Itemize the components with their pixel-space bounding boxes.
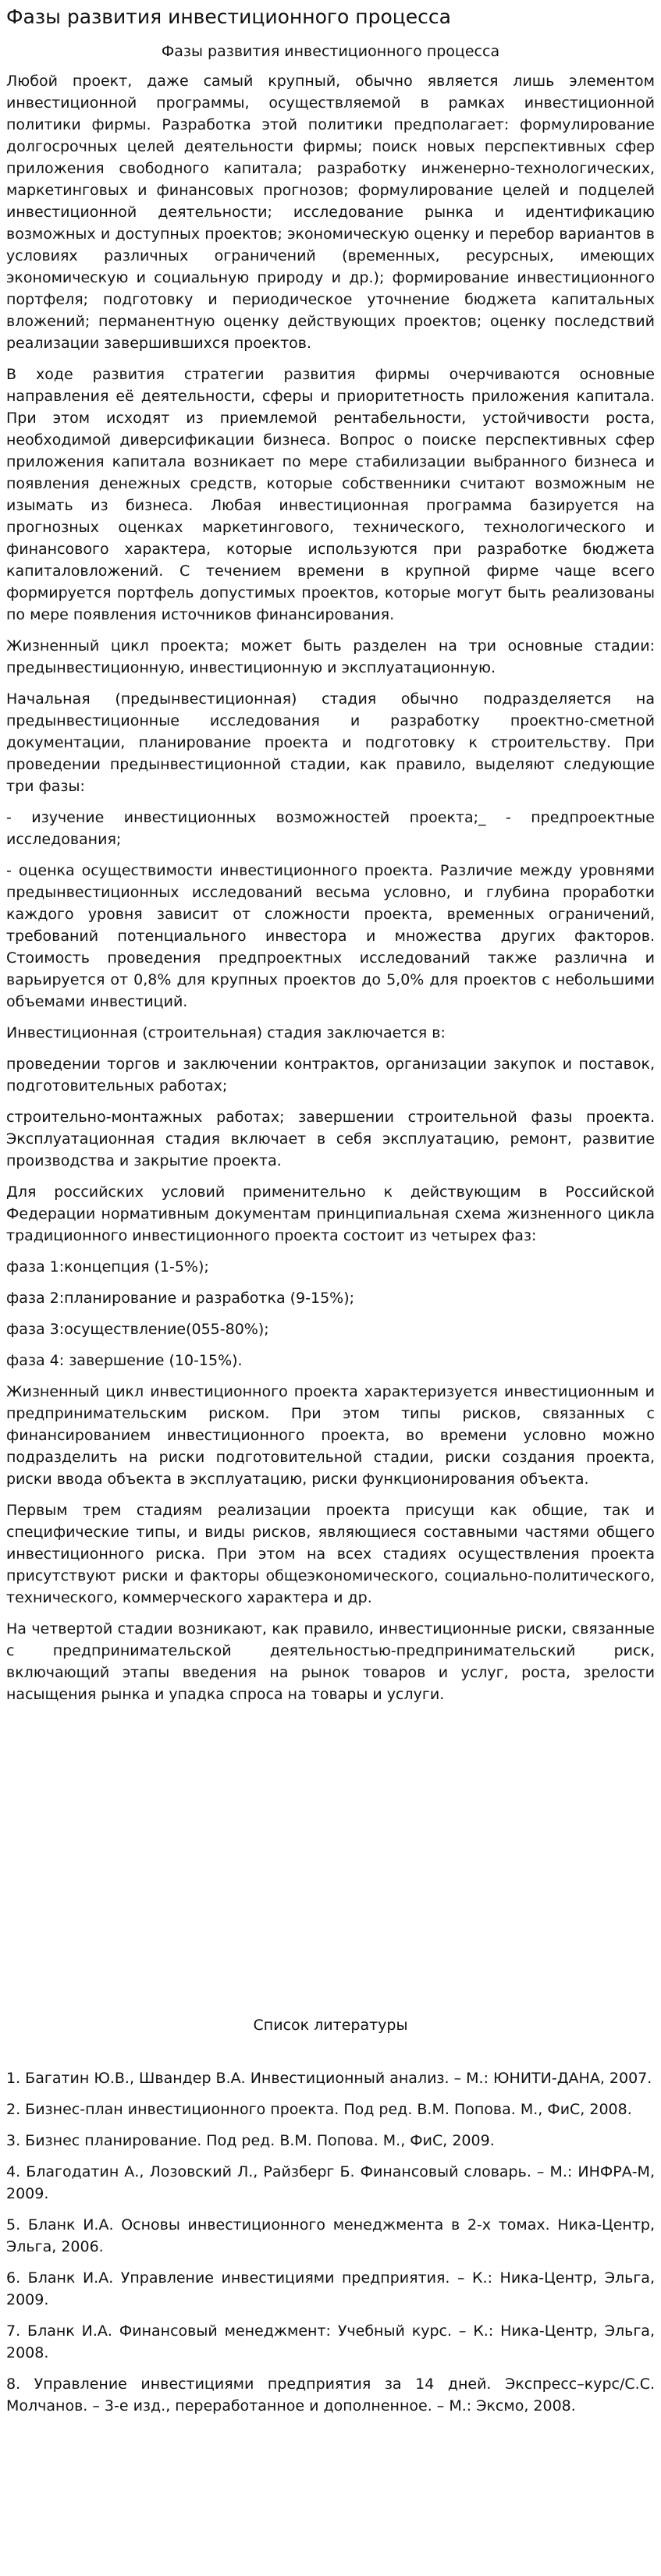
paragraph: Инвестиционная (строительная) стадия заключается в: <box>6 1024 446 1041</box>
document-body <box>6 70 655 1705</box>
reference-item: 8. Управление инвестициями предприятия за 14 дней. Экспресс–курс/С.С. Молчанов. – 3-е изд., переработанное и дополненное. – М.: Эксмо, 2008. <box>6 2376 655 2415</box>
reference-item: 7. Бланк И.А. Финансовый менеджмент: Учебный курс. – К.: Ника-Центр, Эльга, 2008. <box>6 2322 655 2361</box>
section-heading: Фазы развития инвестиционного процесса <box>161 43 500 60</box>
paragraph: На четвертой стадии возникают, как правило, инвестиционные риски, связанные с предпринимательской деятельностью-предпринимательский риск, включающий этапы введения на рынок товаров и услуг, роста, зрелости насыщения рынка и упадка спроса на товары и услуги. <box>6 1620 655 1703</box>
paragraph: Любой проект, даже самый крупный, обычно является лишь элементом инвестиционной программы, осуществляемой в рамках инвестиционной политики фирмы. Разработка этой политики предполагает: формулирование долгосрочных целей деятельности фирмы; поиск новых перспективных сфер приложения свободного капитала; разработку инженерно-технологических, маркетинговых и финансовых прогнозов; формулирование целей и подцелей инвестиционной деятельности; исследование рынка и идентификацию возможных и доступных проектов; экономическую оценку и перебор вариантов в условиях различных ограничений (временных, ресурсных, имеющих экономическую и социальную природу и др.); формирование инвестиционного портфеля; подготовку и периодическое уточнение бюджета капитальных вложений; перманентную оценку действующих проектов; оценку последствий реализации завершившихся проектов. <box>6 73 655 352</box>
phase-item: фаза 3:осуществление(055-80%); <box>6 1321 269 1338</box>
paragraph: Начальная (предынвестиционная) стадия обычно подразделяется на предынвестиционные исследования и разработку проектно-сметной документации, планирование проекта и подготовку к строительству. При проведении предынвестиционной стадии, как правило, выделяют следующие три фазы: <box>6 690 655 795</box>
paragraph: - оценка осуществимости инвестиционного проекта. Различие между уровнями предынвестиционных исследований весьма условно, и глубина проработки каждого уровня зависит от сложности проекта, временных ограничений, требований потенциального инвестора и множества других факторов. Стоимость проведения предпроектных исследований также различна и варьируется от 0,8% для крупных проектов до 5,0% для проектов с небольшими объемами инвестиций. <box>6 862 655 1010</box>
phase-item: фаза 2:планирование и разработка (9-15%); <box>6 1290 355 1307</box>
paragraph: В ходе развития стратегии развития фирмы очерчиваются основные направления её деятельности, сферы и приоритетность приложения капитала. При этом исходят из приемлемой рентабельности, устойчивости роста, необходимой диверсификации бизнеса. Вопрос о поиске перспективных сфер приложения капитала возникает по мере стабилизации выбранного бизнеса и появления денежных средств, которые собственники считают возможным не изымать из бизнеса. Любая инвестиционная программа базируется на прогнозных оценках маркетингового, технического, технологического и финансового характера, которые используются при разработке бюджета капиталовложений. С течением времени в крупной фирме чаще всего формируется портфель допустимых проектов, которые могут быть реализованы по мере появления источников финансирования. <box>6 366 655 623</box>
references-list <box>6 2067 655 2417</box>
reference-item: 4. Благодатин А., Лозовский Л., Райзберг Б. Финансовый словарь. – М.: ИНФРА-М, 2009. <box>6 2163 655 2202</box>
paragraph: - изучение инвестиционных возможностей проекта;_ - предпроектные исследования; <box>6 809 655 848</box>
reference-item: 3. Бизнес планирование. Под ред. В.М. Попова. М., ФиС, 2009. <box>6 2132 495 2149</box>
phase-item: фаза 1:концепция (1-5%); <box>6 1258 209 1276</box>
paragraph: проведении торгов и заключении контрактов, организации закупок и поставок, подготовительных работах; <box>6 1056 655 1095</box>
reference-item: 5. Бланк И.А. Основы инвестиционного менеджмента в 2-х томах. Ника-Центр, Эльга, 2006. <box>6 2216 655 2255</box>
paragraph: Для российских условий применительно к действующим в Российской Федерации нормативным документам принципиальная схема жизненного цикла традиционного инвестиционного проекта состоит из четырех фаз: <box>6 1183 655 1244</box>
references-heading: Список литературы <box>253 2017 408 2034</box>
reference-item: 1. Багатин Ю.В., Швандер В.А. Инвестиционный анализ. – М.: ЮНИТИ-ДАНА, 2007. <box>6 2070 652 2087</box>
paragraph: Жизненный цикл проекта; может быть разделен на три основные стадии: предынвестиционную, инвестиционную и эксплуатационную. <box>6 637 655 676</box>
page-title: Фазы развития инвестиционного процесса <box>6 5 451 28</box>
page-gap <box>6 1715 655 2014</box>
paragraph: Первым трем стадиям реализации проекта присущи как общие, так и специфические типы, и виды рисков, являющиеся составными частями общего инвестиционного риска. При этом на всех стадиях осуществления проекта присутствуют риски и факторы общеэкономического, социально-политического, технического, коммерческого характера и др. <box>6 1502 655 1606</box>
reference-item: 2. Бизнес-план инвестиционного проекта. Под ред. В.М. Попова. М., ФиС, 2008. <box>6 2101 632 2118</box>
paragraph: строительно-монтажных работах; завершении строительной фазы проекта. Эксплуатационная стадия включает в себя эксплуатацию, ремонт, развитие производства и закрытие проекта. <box>6 1109 655 1169</box>
phase-item: фаза 4: завершение (10-15%). <box>6 1352 243 1369</box>
paragraph: Жизненный цикл инвестиционного проекта характеризуется инвестиционным и предпринимательским риском. При этом типы рисков, связанных с финансированием инвестиционного проекта, во времени условно можно подразделить на риски подготовительной стадии, риски создания проекта, риски ввода объекта в эксплуатацию, риски функционирования объекта. <box>6 1383 655 1488</box>
reference-item: 6. Бланк И.А. Управление инвестициями предприятия. – К.: Ника-Центр, Эльга, 2009. <box>6 2269 655 2308</box>
